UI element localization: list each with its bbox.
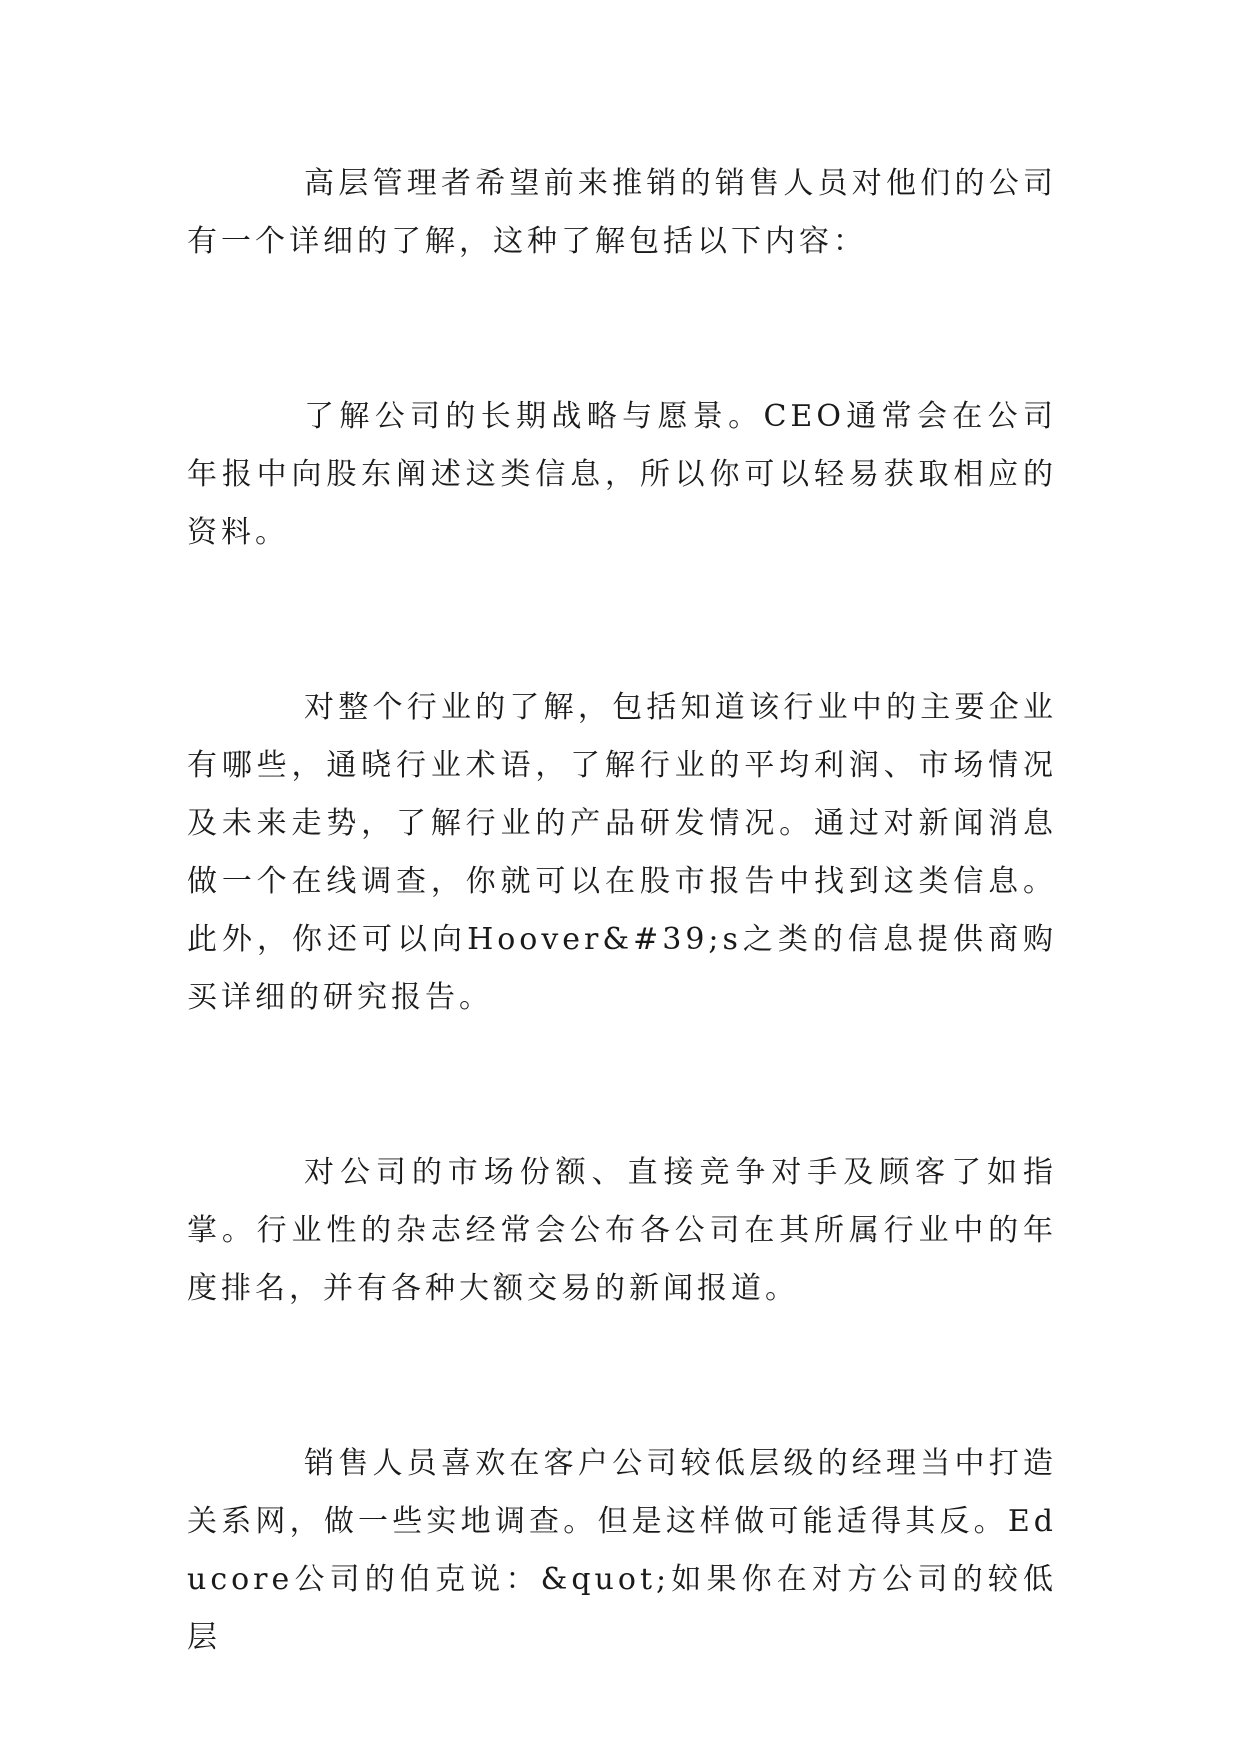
paragraph-strategy: 了解公司的长期战略与愿景。CEO通常会在公司年报中向股东阐述这类信息，所以你可以轻易获取相应的资料。 <box>187 399 1057 550</box>
paragraph-intro: 高层管理者希望前来推销的销售人员对他们的公司有一个详细的了解，这种了解包括以下内容： <box>187 166 1057 259</box>
paragraph-relationships: 销售人员喜欢在客户公司较低层级的经理当中打造关系网，做一些实地调查。但是这样做可能适得其反。Educore公司的伯克说：&quot;如果你在对方公司的较低层 <box>187 1446 1057 1655</box>
paragraph-market-share: 对公司的市场份额、直接竞争对手及顾客了如指掌。行业性的杂志经常会公布各公司在其所属行业中的年度排名，并有各种大额交易的新闻报道。 <box>187 1155 1057 1306</box>
paragraph-industry: 对整个行业的了解，包括知道该行业中的主要企业有哪些，通晓行业术语，了解行业的平均利润、市场情况及未来走势，了解行业的产品研发情况。通过对新闻消息做一个在线调查，你就可以在股市报告中找到这类信息。此外，你还可以向Hoover&#39;s之类的信息提供商购买详细的研究报告。 <box>187 690 1057 1015</box>
document-body <box>187 155 1057 1667</box>
